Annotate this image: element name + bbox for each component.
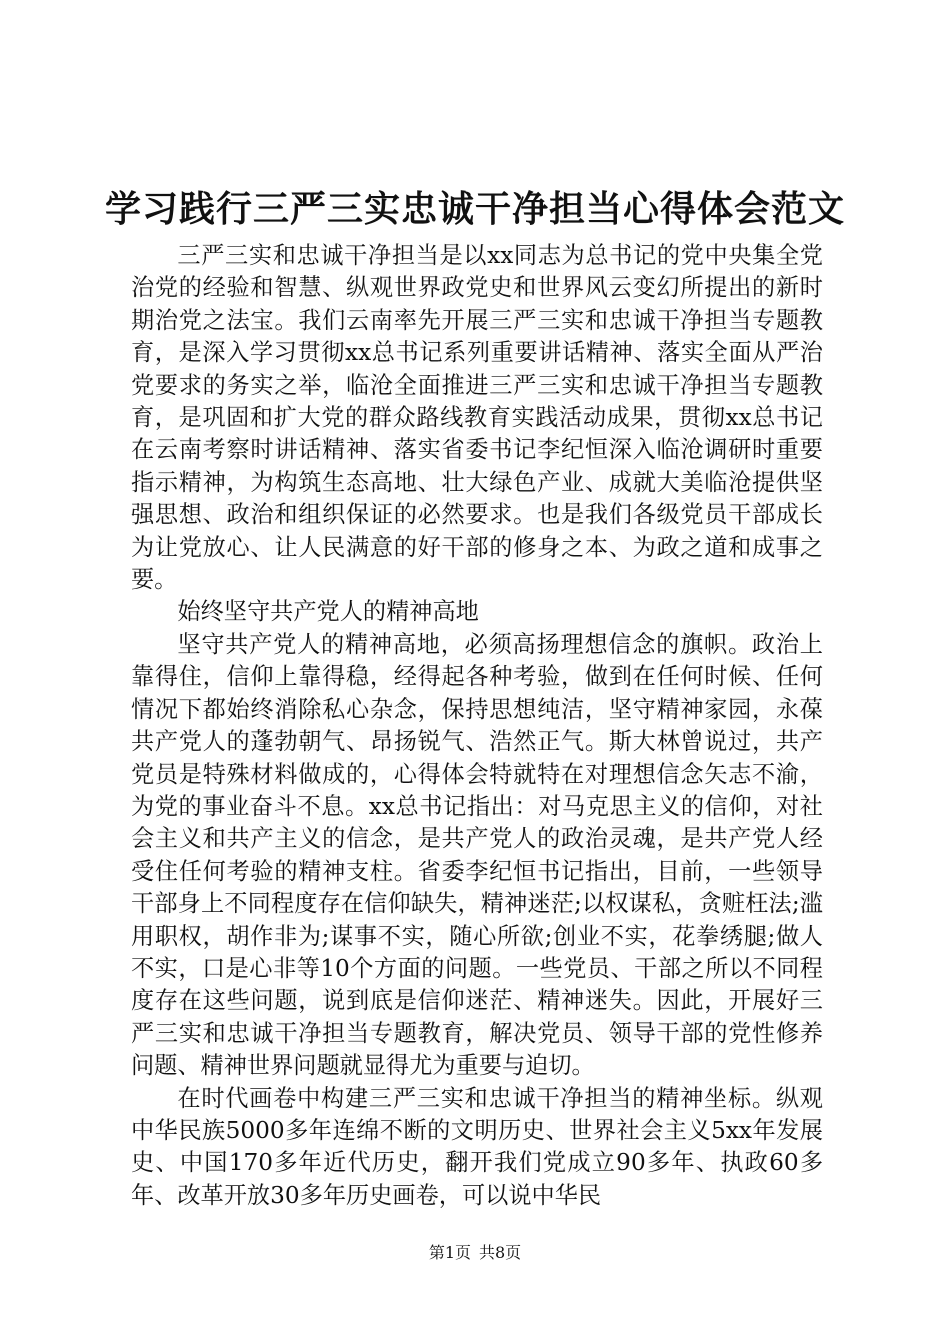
page-number: 第1页 bbox=[428, 1243, 471, 1262]
paragraph-spiritual-coordinate: 在时代画卷中构建三严三实和忠诚干净担当的精神坐标。纵观中华民族5000多年连绵不断的文明历史、世界社会主义5xx年发展史、中国170多年近代历史，翻开我们党成立90多年、执政60多年、改革开放30多年历史画卷，可以说中华民 bbox=[131, 1084, 823, 1209]
paragraph-spiritual-highland: 坚守共产党人的精神高地，必须高扬理想信念的旗帜。政治上靠得住，信仰上靠得稳，经得起各种考验，做到在任何时候、任何情况下都始终消除私心杂念，保持思想纯洁，坚守精神家园，永葆共产党人的蓬勃朝气、昂扬锐气、浩然正气。斯大林曾说过，共产党员是特殊材料做成的，心得体会特就特在对理想信念矢志不渝，为党的事业奋斗不息。xx总书记指出：对马克思主义的信仰，对社会主义和共产主义的信念，是共产党人的政治灵魂，是共产党人经受住任何考验的精神支柱。省委李纪恒书记指出，目前，一些领导干部身上不同程度存在信仰缺失，精神迷茫;以权谋私，贪赃枉法;滥用职权，胡作非为;谋事不实，随心所欲;创业不实，花拳绣腿;做人不实，口是心非等10个方面的问题。一些党员、干部之所以不同程度存在这些问题，说到底是信仰迷茫、精神迷失。因此，开展好三严三实和忠诚干净担当专题教育，解决党员、领导干部的党性修养问题、精神世界问题就显得尤为重要与迫切。 bbox=[131, 630, 823, 1080]
document-title: 学习践行三严三实忠诚干净担当心得体会范文 bbox=[104, 188, 845, 230]
paragraph-intro: 三严三实和忠诚干净担当是以xx同志为总书记的党中央集全党治党的经验和智慧、纵观世界政党史和世界风云变幻所提出的新时期治党之法宝。我们云南率先开展三严三实和忠诚干净担当专题教育，是深入学习贯彻xx总书记系列重要讲话精神、落实全面从严治党要求的务实之举，临沧全面推进三严三实和忠诚干净担当专题教育，是巩固和扩大党的群众路线教育实践活动成果，贯彻xx总书记在云南考察时讲话精神、落实省委书记李纪恒深入临沧调研时重要指示精神，为构筑生态高地、壮大绿色产业、成就大美临沧提供坚强思想、政治和组织保证的必然要求。也是我们各级党员干部成长为让党放心、让人民满意的好干部的修身之本、为政之道和成事之要。 bbox=[131, 242, 823, 594]
document-body bbox=[131, 240, 823, 1212]
page-footer bbox=[0, 1243, 950, 1263]
section-heading: 始终坚守共产党人的精神高地 bbox=[177, 598, 479, 626]
page-total: 共8页 bbox=[479, 1243, 522, 1262]
